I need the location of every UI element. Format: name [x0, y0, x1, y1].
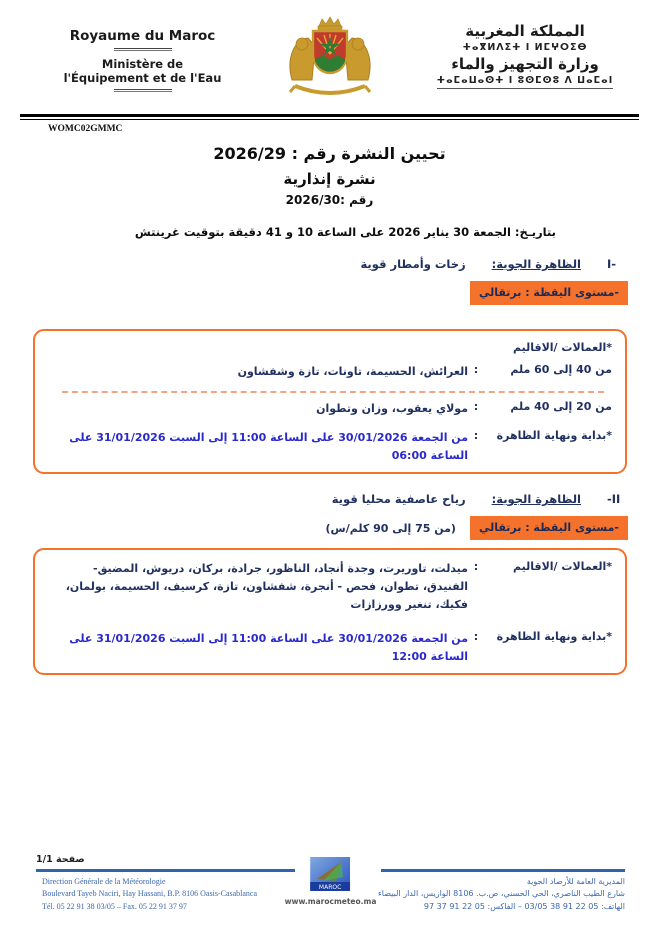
- alert-level-badge: -مستوى اليقظة : برتقالي: [470, 516, 628, 540]
- provinces-list: ميدلت، تاوريرت، وجدة أنجاد، الناظور، جرادة، بركان، دريوش، المضيق-الفنيدق، تطوان، فحص - أنجرة، شفشاون، تازة، كرسيف، الحسيمة، بولمان، فكيك، تنغير وورزازات: [65, 562, 468, 611]
- section-2-heading: [36, 492, 625, 506]
- bulletin-number: رقم :2026/30: [285, 193, 374, 207]
- header-rule: [114, 48, 172, 51]
- ministry-name-ar: وزارة التجهيز والماء: [451, 54, 599, 73]
- section-1-alert-row: [36, 281, 628, 305]
- section-1-phenomenon-value: زخات وأمطار قوية: [360, 257, 466, 271]
- bulletin-type-title: نشرة إنذارية: [283, 170, 376, 188]
- period-label: *بداية ونهاية الظاهرة: [496, 429, 612, 443]
- rain-range-label: من 20 إلى 40 ملم: [510, 399, 612, 413]
- section-1-heading: [36, 257, 625, 271]
- row-separator: :: [473, 429, 479, 443]
- ministry-name-fr-line1: Ministère de: [101, 57, 184, 71]
- kingdom-name-ar: المملكة المغربية: [465, 22, 585, 40]
- header-divider: [20, 114, 639, 120]
- ministry-name-tifinagh: ⵜⴰⵎⴰⵡⴰⵙⵜ ⵏ ⵓⵙⵎⵙⵓ ⴷ ⵡⴰⵎⴰⵏ: [437, 75, 613, 89]
- footer-rule-left: [36, 869, 295, 872]
- footer-rule-right: [381, 869, 625, 872]
- bulletin-update-title: تحيين النشرة رقم : 2026/29: [213, 144, 446, 163]
- footer-address-fr: [42, 876, 257, 913]
- footer-street-fr: Boulevard Tayeb Naciri, Hay Hassani, B.P. 8106 Oasis-Casablanca: [42, 889, 258, 899]
- maroc-meteo-logo-icon: [311, 857, 351, 891]
- coat-of-arms-icon: [280, 14, 380, 106]
- section-1-numeral: I-: [607, 257, 617, 271]
- phenomenon-period-row: [48, 429, 612, 464]
- section-2-alert-row: [36, 516, 628, 540]
- rain-range-row: [48, 363, 612, 381]
- footer-street-ar: شارع الطيب الناصري، الحي الحسني، ص.ب. 8106 الوازيس، الدار البيضاء: [378, 889, 625, 899]
- page-footer: [36, 854, 625, 934]
- row-separator: :: [473, 363, 479, 376]
- website-url: www.marocmeteo.ma: [284, 897, 377, 906]
- bulletin-date-line: بتاريـخ: الجمعة 30 يناير 2026 على الساعة 10 و 41 دقيقة بتوقيت غرينتش: [134, 225, 556, 239]
- logo-text: MAROC: [319, 884, 342, 891]
- header-arabic-block: [415, 22, 635, 91]
- kingdom-name-tifinagh: ⵜⴰⴳⵍⴷⵉⵜ ⵏ ⵍⵎⵖⵔⵉⴱ: [462, 41, 588, 53]
- wmo-doc-code: WOMC02GMMC: [48, 124, 123, 134]
- footer-org-fr: Direction Générale de la Météorologie: [42, 877, 166, 886]
- footer-phone-fr: Tél. 05 22 91 38 03/05 – Fax. 05 22 91 37 97: [42, 901, 187, 911]
- rain-range-row: [48, 400, 612, 418]
- page-header: [0, 0, 659, 106]
- phenomenon-period-row: [48, 630, 612, 665]
- row-separator: :: [473, 630, 479, 644]
- dashed-separator: [62, 391, 604, 393]
- footer-org-ar: المديرية العامة للأرصاد الجوية: [526, 877, 625, 886]
- page-number-label: صفحة 1/1: [36, 854, 85, 865]
- kingdom-name-fr: Royaume du Maroc: [69, 28, 216, 44]
- section-2-phenomenon-value: رياح عاصفية محليا قوية: [331, 492, 466, 507]
- header-rule: [114, 89, 172, 92]
- footer-address-ar: [378, 876, 625, 913]
- maroc-meteo-logo: [285, 857, 377, 906]
- provinces-header: *العمالات /الاقاليم: [513, 341, 612, 354]
- rain-range-provinces: مولاي يعقوب، وزان وتطوان: [316, 401, 468, 415]
- period-value: من الجمعة 30/01/2026 على الساعة 11:00 إلى السبت 31/01/2026 على الساعة 06:00: [69, 431, 468, 462]
- footer-phone-ar: الهاتف: 05 22 91 38 03/05 – الفاكس: 05 22 91 37 97: [423, 901, 625, 911]
- rain-range-provinces: العرائش، الحسيمة، تاونات، تازة وشفشاون: [237, 365, 468, 378]
- rain-range-label: من 40 إلى 60 ملم: [510, 363, 612, 376]
- ministry-name-fr-line2: l'Équipement et de l'Eau: [63, 71, 222, 85]
- row-separator: :: [473, 560, 479, 574]
- section-2-phenomenon-label: الظاهرة الجوية:: [491, 492, 581, 507]
- header-french-block: [40, 28, 245, 98]
- period-label: *بداية ونهاية الظاهرة: [496, 630, 612, 644]
- section-1-alert-box: [33, 329, 627, 474]
- section-1-phenomenon-label: الظاهرة الجوية:: [491, 257, 581, 271]
- section-2-numeral: -II: [607, 492, 621, 507]
- section-2-alert-box: [33, 548, 627, 675]
- wind-speed-range: (من 75 إلى 90 كلم/س): [325, 521, 456, 535]
- period-value: من الجمعة 30/01/2026 على الساعة 11:00 إلى السبت 31/01/2026 على الساعة 12:00: [69, 632, 468, 663]
- provinces-row: [48, 560, 612, 613]
- alert-level-badge: -مستوى اليقظة : برتقالي: [470, 281, 628, 305]
- row-separator: :: [473, 399, 479, 413]
- provinces-label: *العمالات /الاقاليم: [513, 560, 612, 574]
